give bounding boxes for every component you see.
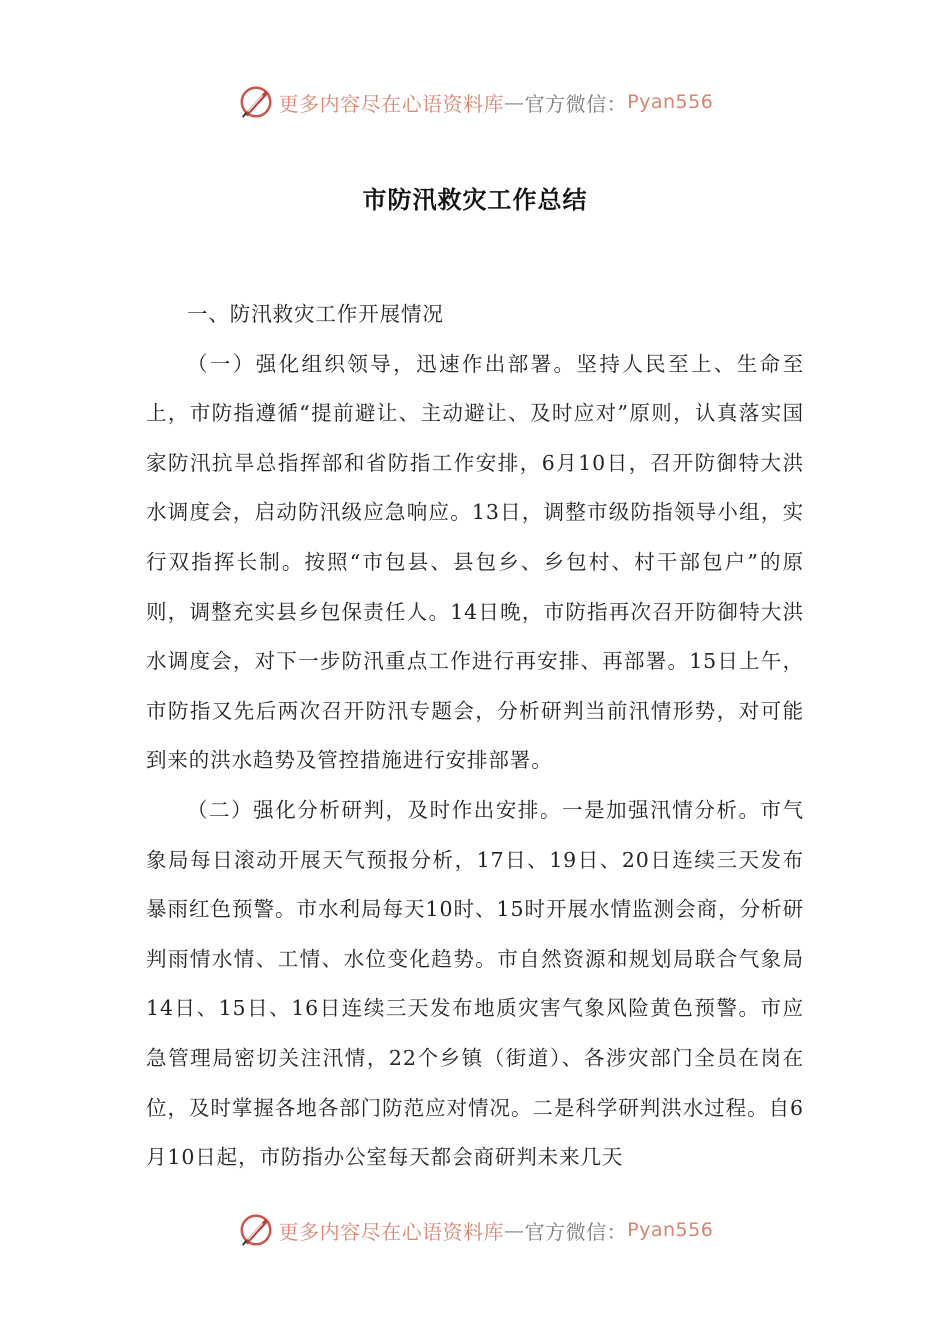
watermark-wechat-label: 官方微信：	[524, 91, 628, 116]
quill-logo-icon	[237, 83, 275, 121]
section-heading: 一、防汛救灾工作开展情况	[187, 302, 444, 326]
watermark-dash: —	[504, 90, 525, 114]
paragraph-1: （一）强化组织领导，迅速作出部署。坚持人民至上、生命至上，市防指遵循“提前避让、主动避让、及时应对”原则，认真落实国家防汛抗旱总指挥部和省防指工作安排，6月10日，召开防御特大洪水调度会，启动防汛级应急响应。13日，调整市级防指领导小组，实行双指挥长制。按照“市包县、县包乡、乡包村、村干部包户”的原则，调整充实县乡包保责任人。14日晚，市防指再次召开防御特大洪水调度会，对下一步防汛重点工作进行再安排、再部署。15日上午，市防指又先后两次召开防汛专题会，分析研判当前汛情形势，对可能到来的洪水趋势及管控措施进行安排部署。	[146, 351, 804, 773]
watermark-dash: —	[504, 1218, 525, 1242]
watermark-wechat-id: Pyan556	[627, 91, 714, 113]
watermark-wechat-id: Pyan556	[627, 1219, 714, 1241]
watermark-wechat-label: 官方微信：	[524, 1219, 628, 1244]
watermark-site-name: 更多内容尽在心语资料库	[278, 1219, 505, 1244]
quill-logo-icon	[237, 1211, 275, 1249]
footer-watermark	[0, 1208, 950, 1252]
watermark-site-name: 更多内容尽在心语资料库	[278, 91, 505, 116]
paragraph-2: （二）强化分析研判，及时作出安排。一是加强汛情分析。市气象局每日滚动开展天气预报分析，17日、19日、20日连续三天发布暴雨红色预警。市水利局每天10时、15时开展水情监测会商，分析研判雨情水情、工情、水位变化趋势。市自然资源和规划局联合气象局14日、15日、16日连续三天发布地质灾害气象风险黄色预警。市应急管理局密切关注汛情，22个乡镇（街道）、各涉灾部门全员在岗在位，及时掌握各地各部门防范应对情况。二是科学研判洪水过程。自6月10日起，市防指办公室每天都会商研判未来几天	[146, 797, 804, 1170]
document-body	[146, 290, 804, 1183]
header-watermark	[0, 80, 950, 124]
document-title: 市防汛救灾工作总结	[362, 185, 588, 214]
